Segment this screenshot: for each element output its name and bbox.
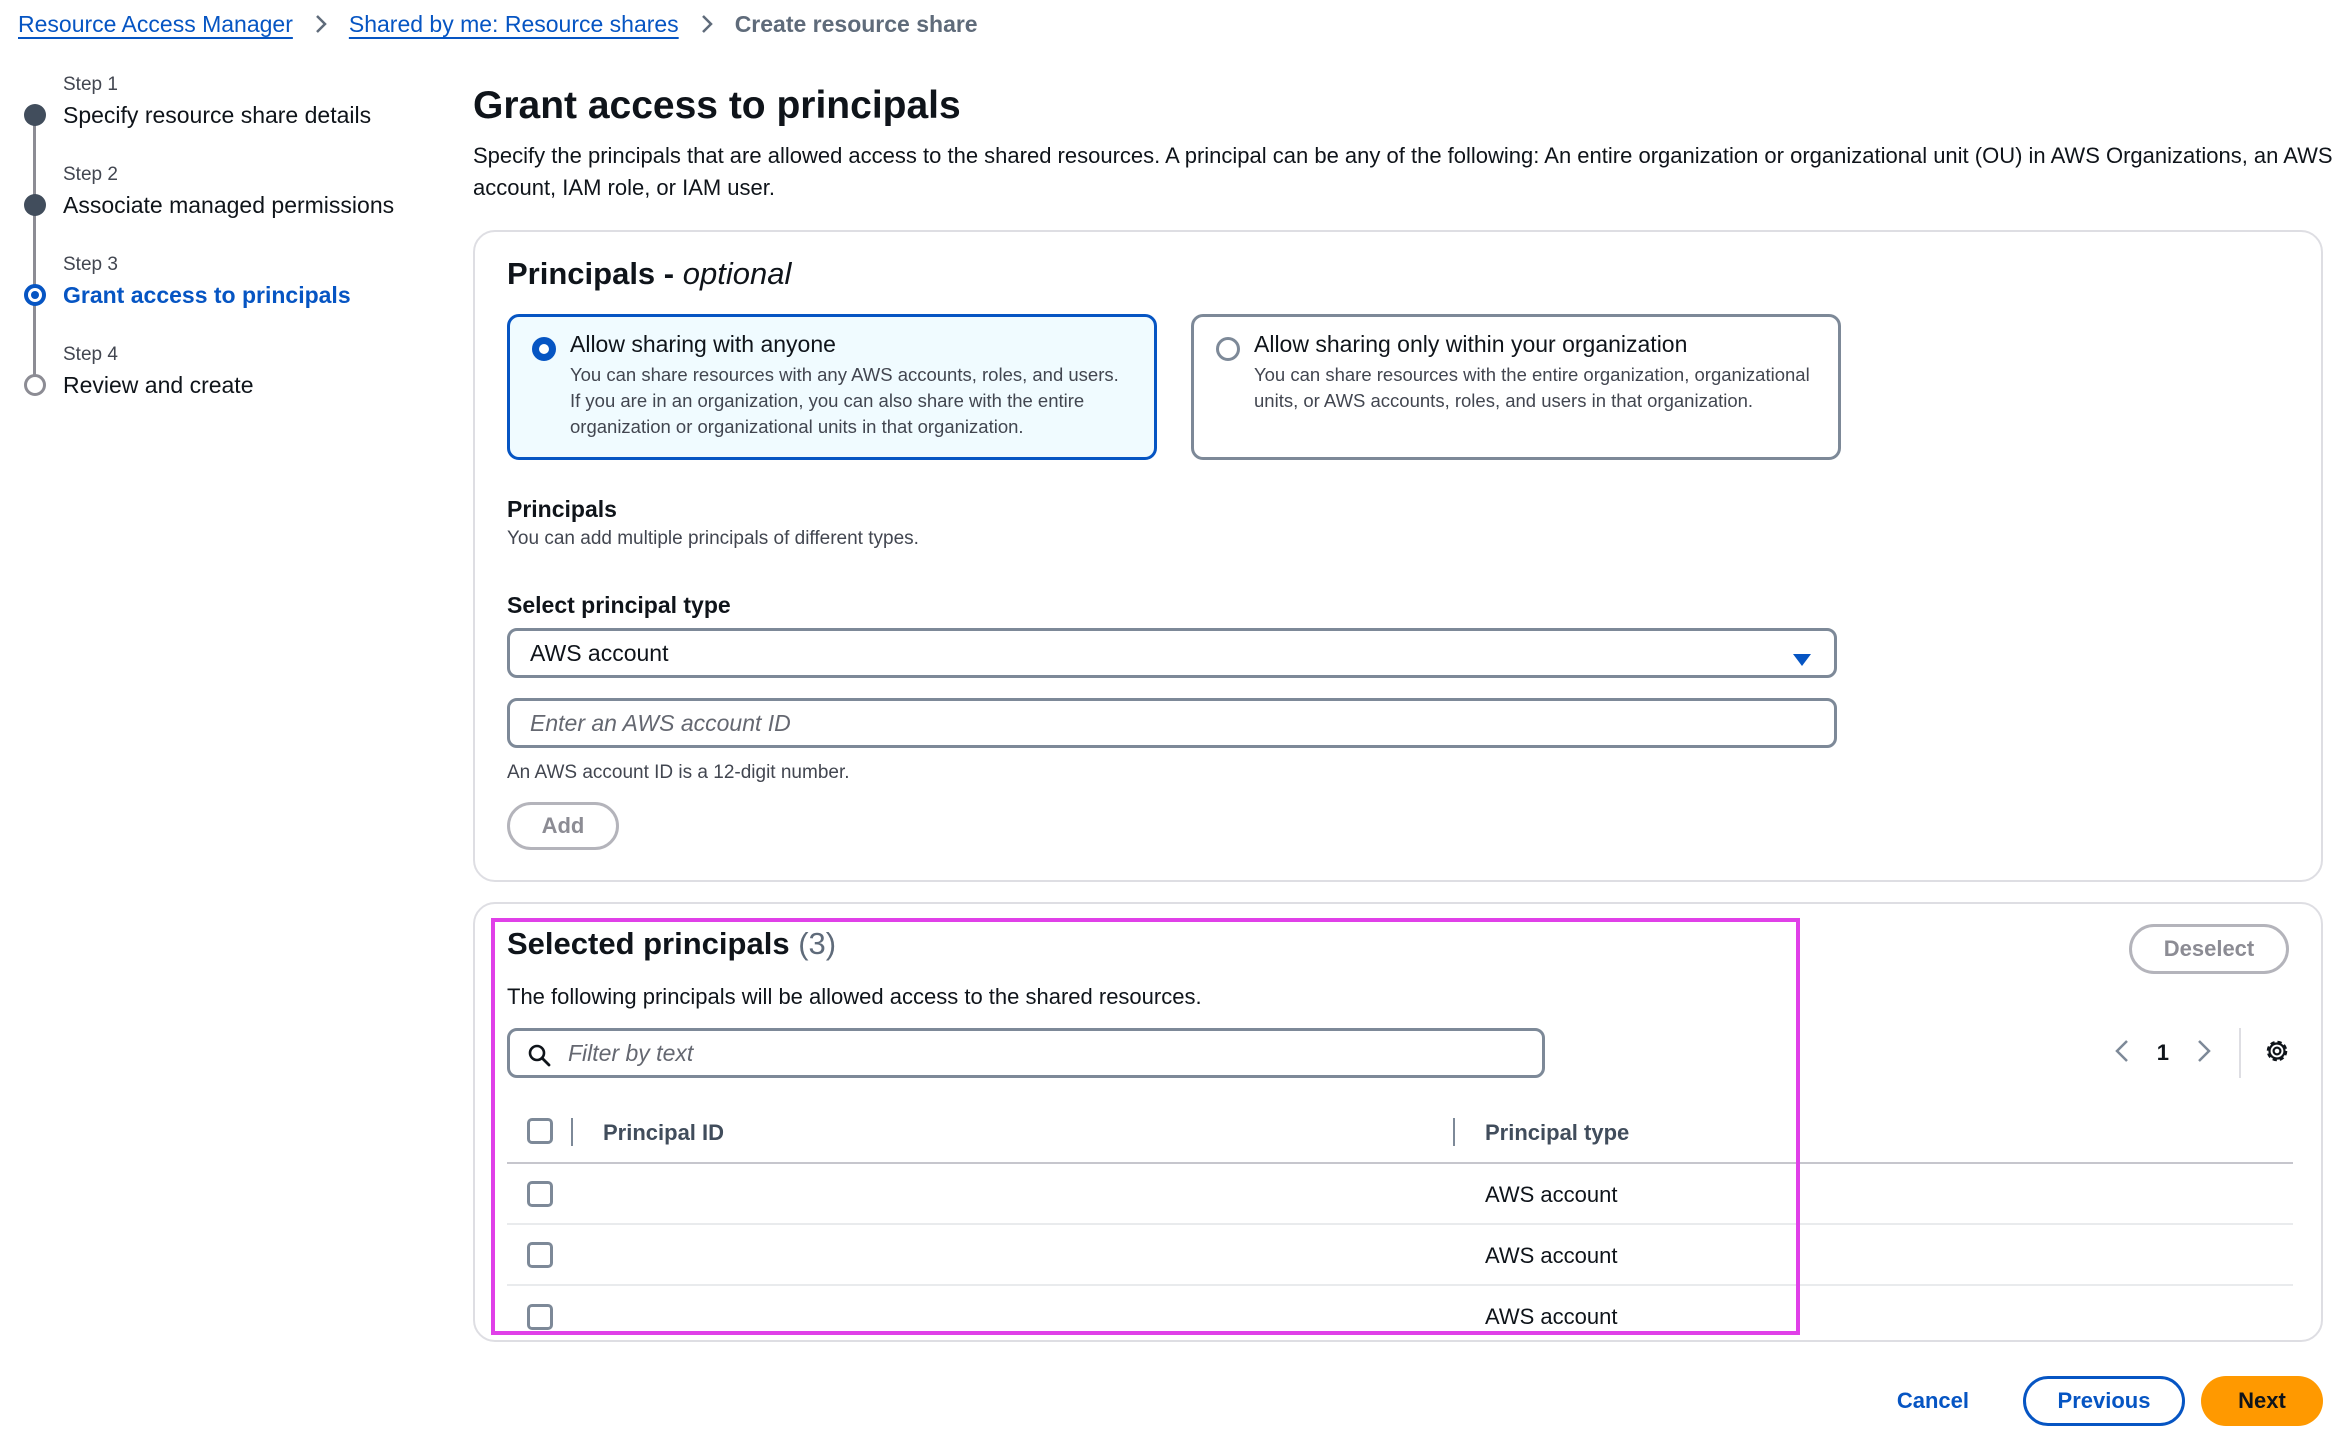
account-id-hint: An AWS account ID is a 12-digit number. [507,762,850,783]
step-number: Step 1 [63,74,118,95]
breadcrumb-resource-access-manager[interactable]: Resource Access Manager [18,10,293,37]
principals-table [507,1100,2293,1347]
wizard-step-3 [18,246,438,336]
deselect-button[interactable]: Deselect [2129,924,2289,974]
step-title: Review and create [63,372,254,398]
row-checkbox[interactable] [527,1304,553,1330]
chevron-right-icon[interactable] [2197,1039,2211,1068]
option-description: You can share resources with the entire organization, organizational units, or AWS accounts, roles, and users in that organization. [1254,364,1810,411]
select-value: AWS account [530,639,669,666]
wizard-step-1[interactable] [18,66,438,156]
principals-section-title [507,256,791,292]
select-all-checkbox[interactable] [527,1118,553,1144]
principal-type-cell: AWS account [1485,1304,1618,1329]
page-title: Grant access to principals [473,84,961,127]
breadcrumb-resource-shares[interactable]: Shared by me: Resource shares [348,10,679,37]
chevron-left-icon[interactable] [2115,1039,2129,1068]
optional-label: optional [682,256,792,291]
next-button[interactable]: Next [2201,1376,2323,1426]
breadcrumb-current: Create resource share [734,10,978,37]
search-icon [527,1043,551,1072]
wizard-actions [1891,1376,2323,1426]
column-header-principal-id[interactable]: Principal ID [603,1120,725,1145]
table-header [507,1100,2293,1164]
select-principal-type-label: Select principal type [507,592,731,618]
step-title: Specify resource share details [63,102,372,128]
step-number: Step 2 [63,164,118,185]
add-button[interactable]: Add [507,802,619,850]
breadcrumb [18,4,978,44]
chevron-right-icon [701,14,713,34]
step-title: Grant access to principals [63,282,351,308]
step-complete-icon [24,194,46,216]
table-row [507,1286,2293,1347]
caret-down-icon [1792,646,1812,673]
section-title-text: Principals - [507,256,683,291]
table-row [507,1164,2293,1225]
column-divider[interactable] [1453,1118,1455,1146]
step-active-icon [24,284,46,306]
allow-anyone-option[interactable] [507,314,1157,460]
principal-type-cell: AWS account [1485,1182,1618,1207]
selected-principals-container [473,902,2323,1342]
aws-account-id-input[interactable] [507,698,1837,748]
row-checkbox[interactable] [527,1181,553,1207]
option-label: Allow sharing only within your organization [1254,331,1688,357]
step-pending-icon [24,374,46,396]
selected-count: (3) [798,926,837,961]
principals-description: You can add multiple principals of different types. [507,528,919,549]
step-complete-icon [24,104,46,126]
option-description: You can share resources with any AWS accounts, roles, and users. If you are in an organization, you can also share with the entire organization or organizational units in that organization. [570,364,1119,437]
principal-type-select[interactable] [507,628,1837,678]
gear-icon[interactable] [2263,1037,2291,1070]
radio-unselected-icon[interactable] [1216,337,1240,361]
pagination [2115,1028,2291,1078]
table-row [507,1225,2293,1286]
selected-principals-description: The following principals will be allowed access to the shared resources. [507,984,1202,1009]
principal-type-cell: AWS account [1485,1243,1618,1268]
selected-principals-title [507,926,836,962]
previous-button[interactable]: Previous [2023,1376,2185,1426]
allow-org-only-option[interactable] [1191,314,1841,460]
section-title-text: Selected principals [507,926,790,961]
page-description: Specify the principals that are allowed access to the shared resources. A principal can be any of the following: An entire organization or organizational unit (OU) in AWS Organizations, an AWS account, IAM role, or IAM user. [473,143,2333,200]
option-label: Allow sharing with anyone [570,331,836,357]
pager-divider [2239,1028,2241,1078]
radio-selected-icon[interactable] [532,337,556,361]
step-number: Step 4 [63,344,118,365]
column-header-principal-type[interactable]: Principal type [1485,1120,1630,1145]
step-title: Associate managed permissions [63,192,395,218]
principals-container [473,230,2323,882]
chevron-right-icon [315,14,327,34]
column-divider [571,1118,573,1146]
page-number[interactable]: 1 [2156,1040,2169,1065]
wizard-step-4 [18,336,438,426]
wizard-step-2[interactable] [18,156,438,246]
wizard-steps [18,66,438,426]
step-number: Step 3 [63,254,118,275]
principals-label: Principals [507,496,617,522]
cancel-button[interactable]: Cancel [1891,1387,1975,1415]
row-checkbox[interactable] [527,1242,553,1268]
filter-input[interactable] [507,1028,1545,1078]
